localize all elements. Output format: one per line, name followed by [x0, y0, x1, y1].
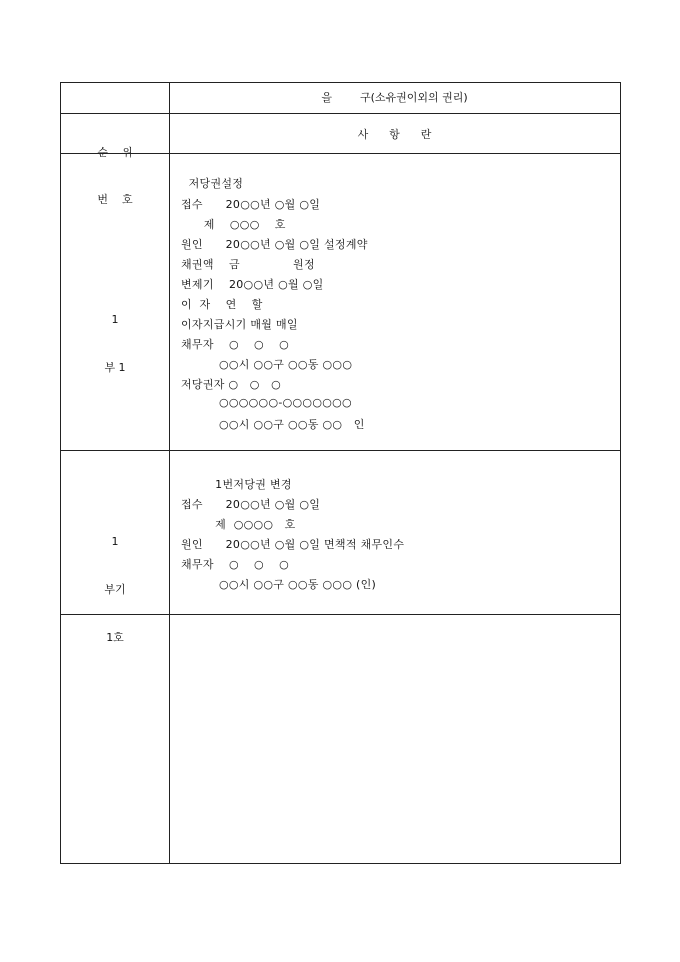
col-heading-order: [61, 118, 169, 235]
entry-1-line: ○○시 ○○구 ○○동 ○○○: [181, 358, 353, 371]
entry-1-line: 채권액 금 원정: [181, 258, 315, 271]
entry-1-line: ○○시 ○○구 ○○동 ○○ 인: [181, 418, 365, 431]
entry-2-order-line1: 1: [111, 535, 119, 548]
entry-2-line: 원인 20○○년 ○월 ○일 면책적 채무인수: [181, 538, 405, 551]
register-table: [60, 82, 621, 864]
entry-1-line: 이자지급시기 매월 매일: [181, 318, 298, 331]
col-heading-order-line2: 번 호: [97, 193, 133, 206]
entry-2-line: 접수 20○○년 ○월 ○일: [181, 498, 321, 511]
entry-2-line: 제 ○○○○ 호: [181, 518, 296, 531]
entry-1-line: 저당권설정: [181, 177, 244, 190]
col-heading-order-line1: 순 위: [97, 146, 133, 159]
col-heading-items: 사 항 란: [357, 128, 432, 141]
entry-1-line: ○○○○○○-○○○○○○○: [181, 396, 352, 409]
entry-1-line: 채무자 ○ ○ ○: [181, 338, 290, 351]
entry-2-line: 1번저당권 변경: [181, 478, 292, 491]
entry-2-line: 채무자 ○ ○ ○: [181, 558, 290, 571]
entry-1-line: 이 자 연 할: [181, 298, 263, 311]
row-divider: [61, 450, 620, 451]
entry-1-line: 제 ○○○ 호: [181, 218, 286, 231]
row-divider: [61, 153, 620, 154]
entry-1-line: 저당권자 ○ ○ ○: [181, 378, 281, 391]
section-title: 을 구(소유권이외의 권리): [321, 91, 468, 104]
entry-1-order-line1: 1: [111, 313, 119, 326]
row-divider: [61, 113, 620, 114]
entry-1-line: 접수 20○○년 ○월 ○일: [181, 198, 321, 211]
entry-1-order: [61, 285, 169, 403]
entry-2-order: [61, 507, 169, 673]
entry-1-line: 변제기 20○○년 ○월 ○일: [181, 278, 324, 291]
entry-2-order-line3: 1호: [106, 631, 124, 644]
column-divider: [169, 83, 170, 863]
row-divider: [61, 614, 620, 615]
entry-2-order-line2: 부기: [104, 583, 126, 596]
entry-1-line: 원인 20○○년 ○월 ○일 설정계약: [181, 238, 368, 251]
entry-1-order-line2: 부 1: [104, 361, 126, 374]
entry-2-line: ○○시 ○○구 ○○동 ○○○ (인): [181, 578, 377, 591]
